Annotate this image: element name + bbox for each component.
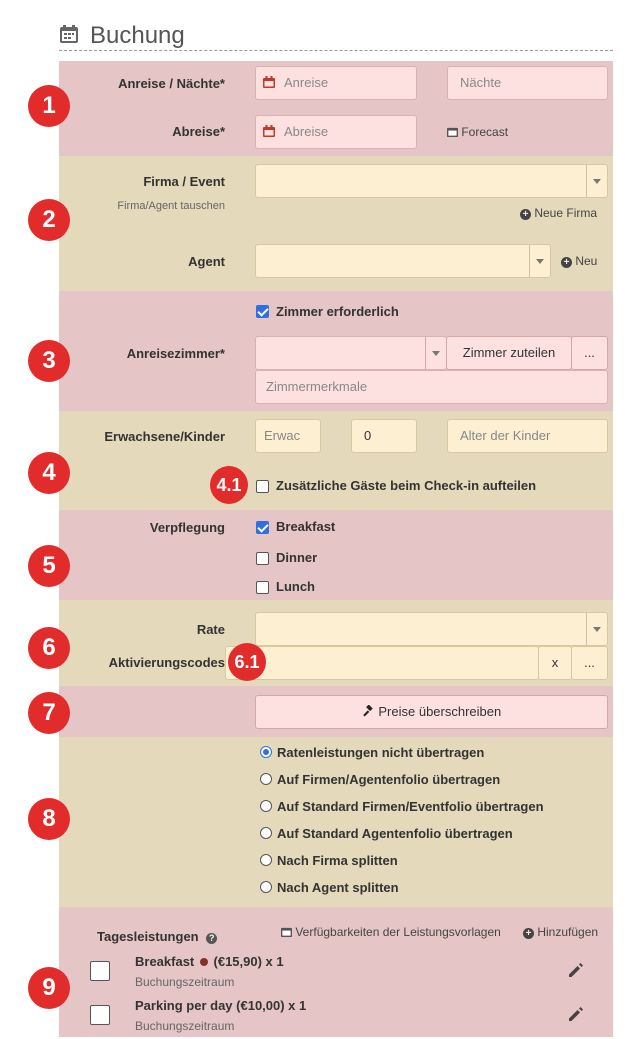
rate-label: Rate [196, 622, 225, 637]
departure-label: Abreise* [172, 124, 225, 139]
dinner-checkbox[interactable] [256, 552, 269, 565]
service-row-period: Buchungszeitraum [135, 975, 235, 989]
plus-circle-icon: + [520, 209, 531, 220]
activation-codes-label: Aktivierungscodes [108, 655, 225, 670]
page-title: Buchung [90, 22, 185, 49]
calendar-icon [263, 76, 275, 88]
chevron-down-icon [425, 337, 446, 369]
transfer-option-label: Ratenleistungen nicht übertragen [277, 745, 485, 760]
children-ages-input[interactable] [447, 419, 608, 453]
gavel-icon [362, 705, 375, 718]
departure-placeholder: Abreise [284, 124, 329, 139]
transfer-option-label: Auf Firmen/Agentenfolio übertragen [277, 772, 501, 787]
room-features-input[interactable] [255, 370, 608, 404]
arrival-room-label: Anreisezimmer* [126, 346, 225, 361]
transfer-option-label: Auf Standard Agentenfolio übertragen [277, 826, 513, 841]
calendar-icon [447, 126, 458, 137]
adults-children-label: Erwachsene/Kinder [104, 429, 225, 444]
dinner-label: Dinner [276, 550, 318, 565]
new-company-label: Neue Firma [534, 206, 598, 220]
room-required-checkbox[interactable] [256, 305, 269, 318]
new-agent-label: Neu [575, 254, 598, 268]
rate-select[interactable] [255, 612, 608, 646]
section-marker-8: 8 [28, 798, 70, 840]
service-row-period: Buchungszeitraum [135, 1019, 235, 1033]
children-input[interactable] [351, 419, 417, 453]
section-marker-4: 4 [28, 452, 70, 494]
calendar-icon [281, 926, 292, 937]
service-row-title: Parking per day (€10,00) x 1 [135, 998, 307, 1013]
nights-input[interactable] [447, 66, 608, 100]
transfer-option-radio[interactable] [260, 854, 272, 866]
edit-pencil-icon[interactable] [566, 1004, 586, 1024]
company-event-label: Firma / Event [143, 174, 225, 189]
transfer-option-label: Nach Firma splitten [277, 853, 398, 868]
chevron-down-icon [529, 245, 550, 277]
split-guests-checkbox[interactable] [256, 480, 269, 493]
transfer-option-radio[interactable] [260, 746, 272, 758]
section-meals [59, 510, 613, 600]
section-marker-7: 7 [28, 692, 70, 734]
section-marker-1: 1 [28, 85, 70, 127]
activation-codes-input[interactable] [225, 646, 539, 680]
room-features-placeholder: Zimmermerkmale [266, 379, 368, 394]
arrival-input[interactable] [255, 66, 417, 100]
section-marker-4-1: 4.1 [210, 466, 248, 504]
service-row-checkbox[interactable] [90, 961, 110, 981]
edit-pencil-icon[interactable] [566, 960, 586, 980]
adults-placeholder: Erwac [264, 428, 301, 443]
service-row-title [135, 954, 284, 969]
chevron-down-icon [586, 165, 607, 197]
agent-select[interactable] [255, 244, 551, 278]
override-prices-label: Preise überschreiben [378, 704, 502, 719]
forecast-link[interactable] [447, 125, 508, 139]
meals-label: Verpflegung [149, 520, 225, 535]
transfer-option-radio[interactable] [260, 773, 272, 785]
children-value: 0 [364, 428, 372, 443]
add-service-label: Hinzufügen [537, 925, 599, 939]
section-marker-6-1: 6.1 [228, 643, 266, 681]
coffee-icon [200, 958, 208, 966]
daily-services-label [97, 929, 217, 944]
help-icon[interactable]: ? [206, 933, 217, 944]
daily-services-title: Tagesleistungen [97, 929, 199, 944]
transfer-option-radio[interactable] [260, 827, 272, 839]
lunch-label: Lunch [276, 579, 315, 594]
section-marker-2: 2 [28, 199, 70, 241]
arrival-nights-label: Anreise / Nächte* [118, 76, 225, 91]
departure-input[interactable] [255, 115, 417, 149]
arrival-placeholder: Anreise [284, 75, 329, 90]
add-service-link[interactable] [523, 925, 598, 939]
adults-input[interactable] [255, 419, 321, 453]
service-name: Breakfast [135, 954, 195, 969]
template-availability-link[interactable] [281, 925, 501, 939]
section-marker-6: 6 [28, 627, 70, 669]
new-agent-link[interactable] [561, 254, 597, 268]
nights-placeholder: Nächte [460, 75, 502, 90]
section-marker-3: 3 [28, 340, 70, 382]
breakfast-label: Breakfast [276, 519, 336, 534]
transfer-option-label: Nach Agent splitten [277, 880, 399, 895]
company-event-select[interactable] [255, 164, 608, 198]
codes-more-button[interactable]: ... [571, 646, 608, 680]
override-prices-button[interactable] [255, 695, 608, 729]
service-row-checkbox[interactable] [90, 1005, 110, 1025]
plus-circle-icon: + [561, 257, 572, 268]
clear-codes-button[interactable]: x [538, 646, 572, 680]
booking-header [59, 18, 613, 51]
calendar-icon [263, 125, 275, 137]
room-more-button[interactable]: ... [571, 336, 608, 370]
split-guests-label: Zusätzliche Gäste beim Check-in aufteilen [276, 478, 537, 493]
new-company-link[interactable] [520, 206, 597, 220]
breakfast-checkbox[interactable] [256, 521, 269, 534]
agent-label: Agent [188, 254, 225, 269]
lunch-checkbox[interactable] [256, 581, 269, 594]
arrival-room-select[interactable] [255, 336, 447, 370]
transfer-option-radio[interactable] [260, 881, 272, 893]
transfer-option-radio[interactable] [260, 800, 272, 812]
transfer-option-label: Auf Standard Firmen/Eventfolio übertragen [277, 799, 544, 814]
service-price: (€15,90) x 1 [213, 954, 284, 969]
section-marker-5: 5 [28, 545, 70, 587]
children-ages-placeholder: Alter der Kinder [460, 428, 551, 443]
template-availability-label: Verfügbarkeiten der Leistungsvorlagen [295, 925, 501, 939]
calendar-icon [59, 24, 79, 44]
section-marker-9: 9 [28, 967, 70, 1009]
forecast-label: Forecast [461, 125, 509, 139]
room-required-label: Zimmer erforderlich [276, 304, 399, 319]
chevron-down-icon [586, 613, 607, 645]
swap-company-agent-link[interactable]: Firma/Agent tauschen [117, 200, 225, 212]
assign-room-button[interactable]: Zimmer zuteilen [446, 336, 572, 370]
plus-circle-icon: + [523, 928, 534, 939]
